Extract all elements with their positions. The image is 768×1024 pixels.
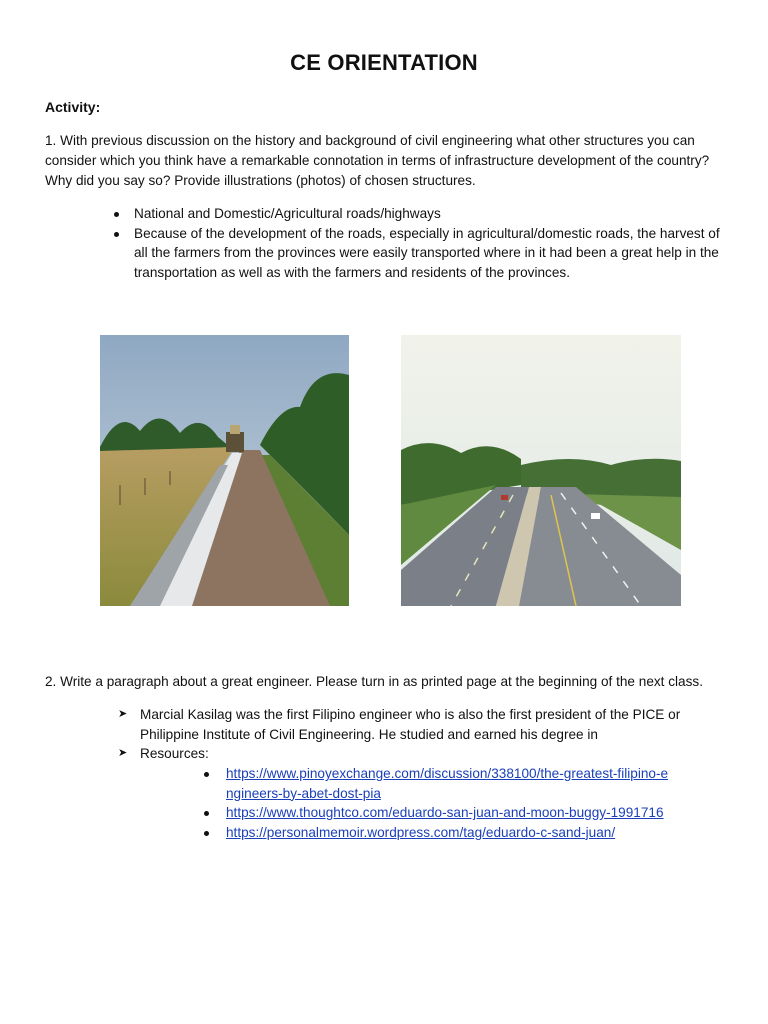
answer-2-list [118, 705, 718, 764]
answer-1-list [110, 204, 722, 282]
answer-2-item [118, 705, 718, 744]
arrow-bullet-icon: ➤ [118, 708, 128, 720]
answer-2-item [118, 744, 718, 764]
activity-heading: Activity: [45, 99, 101, 115]
resource-link[interactable]: https://personalmemoir.wordpress.com/tag/eduardo-c-sand-juan/ [226, 824, 616, 840]
resource-link[interactable]: https://www.thoughtco.com/eduardo-san-juan-and-moon-buggy-1991716 [226, 805, 664, 820]
arrow-bullet-icon: ➤ [118, 747, 128, 759]
resources-label: Resources: [140, 746, 209, 761]
document-title: CE ORIENTATION [290, 50, 478, 75]
resource-link[interactable]: https://www.pinoyexchange.com/discussion/338100/the-greatest-filipino-engineers-by-abet-dost-pia [226, 766, 669, 801]
resource-item [204, 764, 674, 803]
photo-rural-road [100, 335, 349, 606]
answer-1-bullet: National and Domestic/Agricultural roads/highways [110, 204, 722, 224]
resource-item [204, 803, 674, 823]
question-2: 2. Write a paragraph about a great engineer. Please turn in as printed page at the beginning of the next class. [45, 674, 703, 689]
answer-2-text: Marcial Kasilag was the first Filipino engineer who is also the first president of the PICE or Philippine Institute of Civil Engineering. He studied and earned his degree in [140, 707, 681, 742]
resources-list [204, 764, 674, 842]
question-1: 1. With previous discussion on the history and background of civil engineering what other structures you can consider which you think have a remarkable connotation in terms of infrastructure development of the country? Why did you say so? Provide illustrations (photos) of chosen structures. [45, 133, 710, 188]
resource-item [204, 823, 674, 843]
answer-1-bullet: Because of the development of the roads, especially in agricultural/domestic roads, the harvest of all the farmers from the provinces were easily transported where in it had been a great help in the transportation as well as with the farmers and residents of the provinces. [110, 224, 722, 283]
photo-highway [401, 335, 681, 606]
